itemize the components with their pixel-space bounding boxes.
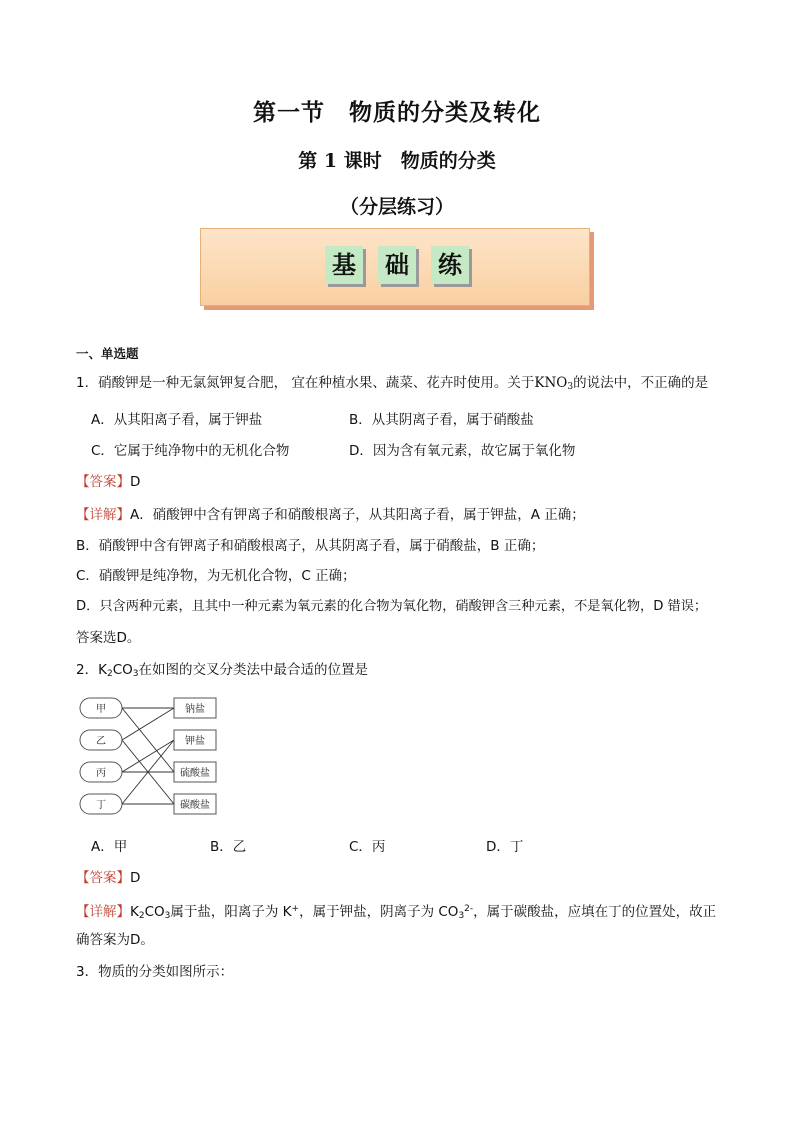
right-node-label: 钾盐 xyxy=(185,736,205,747)
formula-subscript: 2 xyxy=(106,669,113,679)
q1-detail-line xyxy=(76,505,585,525)
answer-value: D xyxy=(130,474,141,490)
detail-text: 属于盐，阳离子为 K xyxy=(170,904,292,920)
q1-option-b: B．从其阴离子看，属于硝酸盐 xyxy=(349,412,534,428)
page-title: 第一节 物质的分类及转化 xyxy=(253,99,541,126)
section-heading: 一、单选题 xyxy=(76,346,139,361)
q1-detail-line: D．只含两种元素，且其中一种元素为氧元素的化合物为氧化物，硝酸钾含三种元素，不是氧化物，D 错误； xyxy=(76,599,708,614)
formula-subscript: 3 xyxy=(567,382,574,392)
q2-option-a: A．甲 xyxy=(91,839,128,855)
q2-detail-line: 确答案为D。 xyxy=(76,932,154,948)
q1-option-c: C．它属于纯净物中的无机化合物 xyxy=(91,443,290,459)
q2-answer xyxy=(76,868,140,888)
right-node-label: 硫酸盐 xyxy=(180,768,210,779)
formula-text: CO xyxy=(144,904,165,920)
q1-option-d: D．因为含有氧元素，故它属于氧化物 xyxy=(349,443,576,459)
formula-text: K xyxy=(98,662,107,678)
formula-subscript: 3 xyxy=(132,669,139,679)
left-node-label: 甲 xyxy=(96,704,106,715)
detail-text: A．硝酸钾中含有钾离子和硝酸根离子，从其阳离子看，属于钾盐，A 正确； xyxy=(130,507,585,523)
detail-tag: 【详解】 xyxy=(76,904,130,920)
left-node-label: 丙 xyxy=(96,768,106,779)
stem-text: 的说法中，不正确的是 xyxy=(573,375,709,391)
left-node-label: 丁 xyxy=(96,800,106,811)
q2-option-b: B．乙 xyxy=(210,839,247,855)
detail-text: ，属于碳酸盐，应填在丁的位置处，故正 xyxy=(473,904,717,920)
practice-label: （分层练习） xyxy=(339,196,454,218)
ion-charge: 2- xyxy=(464,904,474,914)
formula-subscript: 2 xyxy=(138,911,145,921)
right-node-label: 碳酸盐 xyxy=(180,800,210,811)
formula-kno3 xyxy=(534,375,573,391)
stem-text: 在如图的交叉分类法中最合适的位置是 xyxy=(138,662,368,678)
detail-text: ，属于钾盐，阴离子为 CO xyxy=(299,904,459,920)
ion-charge: + xyxy=(291,904,300,914)
lesson-subtitle: 第 1 课时 物质的分类 xyxy=(298,150,496,172)
answer-tag: 【答案】 xyxy=(76,474,130,490)
detail-tag: 【详解】 xyxy=(76,507,130,523)
left-node-label: 乙 xyxy=(96,736,106,747)
question-1-stem xyxy=(76,373,708,397)
formula-text: K xyxy=(130,904,139,920)
cross-classification-diagram xyxy=(78,694,228,824)
banner-char: 础 xyxy=(378,246,416,284)
basic-practice-banner xyxy=(200,228,590,306)
answer-value: D xyxy=(130,870,141,886)
q1-option-a: A．从其阳离子看，属于钾盐 xyxy=(91,412,263,428)
q2-detail-line xyxy=(76,899,716,926)
banner-char: 基 xyxy=(325,246,363,284)
q2-option-d: D．丁 xyxy=(486,839,524,855)
formula-text: KNO xyxy=(534,375,568,391)
banner-char: 练 xyxy=(431,246,469,284)
formula-subscript: 3 xyxy=(164,911,171,921)
formula-subscript: 3 xyxy=(458,911,465,921)
right-node-label: 钠盐 xyxy=(185,704,205,715)
formula-text: CO xyxy=(112,662,133,678)
question-number: 2． xyxy=(76,662,99,678)
answer-tag: 【答案】 xyxy=(76,870,130,886)
q1-detail-line: B．硝酸钾中含有钾离子和硝酸根离子，从其阴离子看，属于硝酸盐，B 正确； xyxy=(76,538,545,554)
q1-detail-line: 答案选D。 xyxy=(76,630,141,646)
question-3-stem: 3．物质的分类如图所示： xyxy=(76,964,234,980)
question-2-stem xyxy=(76,660,368,684)
stem-text: 1．硝酸钾是一种无氯氮钾复合肥， 宜在种植水果、蔬菜、花卉时使用。关于 xyxy=(76,375,535,391)
q1-detail-line: C．硝酸钾是纯净物，为无机化合物，C 正确； xyxy=(76,568,356,584)
q1-answer xyxy=(76,472,140,492)
q2-option-c: C．丙 xyxy=(349,839,386,855)
